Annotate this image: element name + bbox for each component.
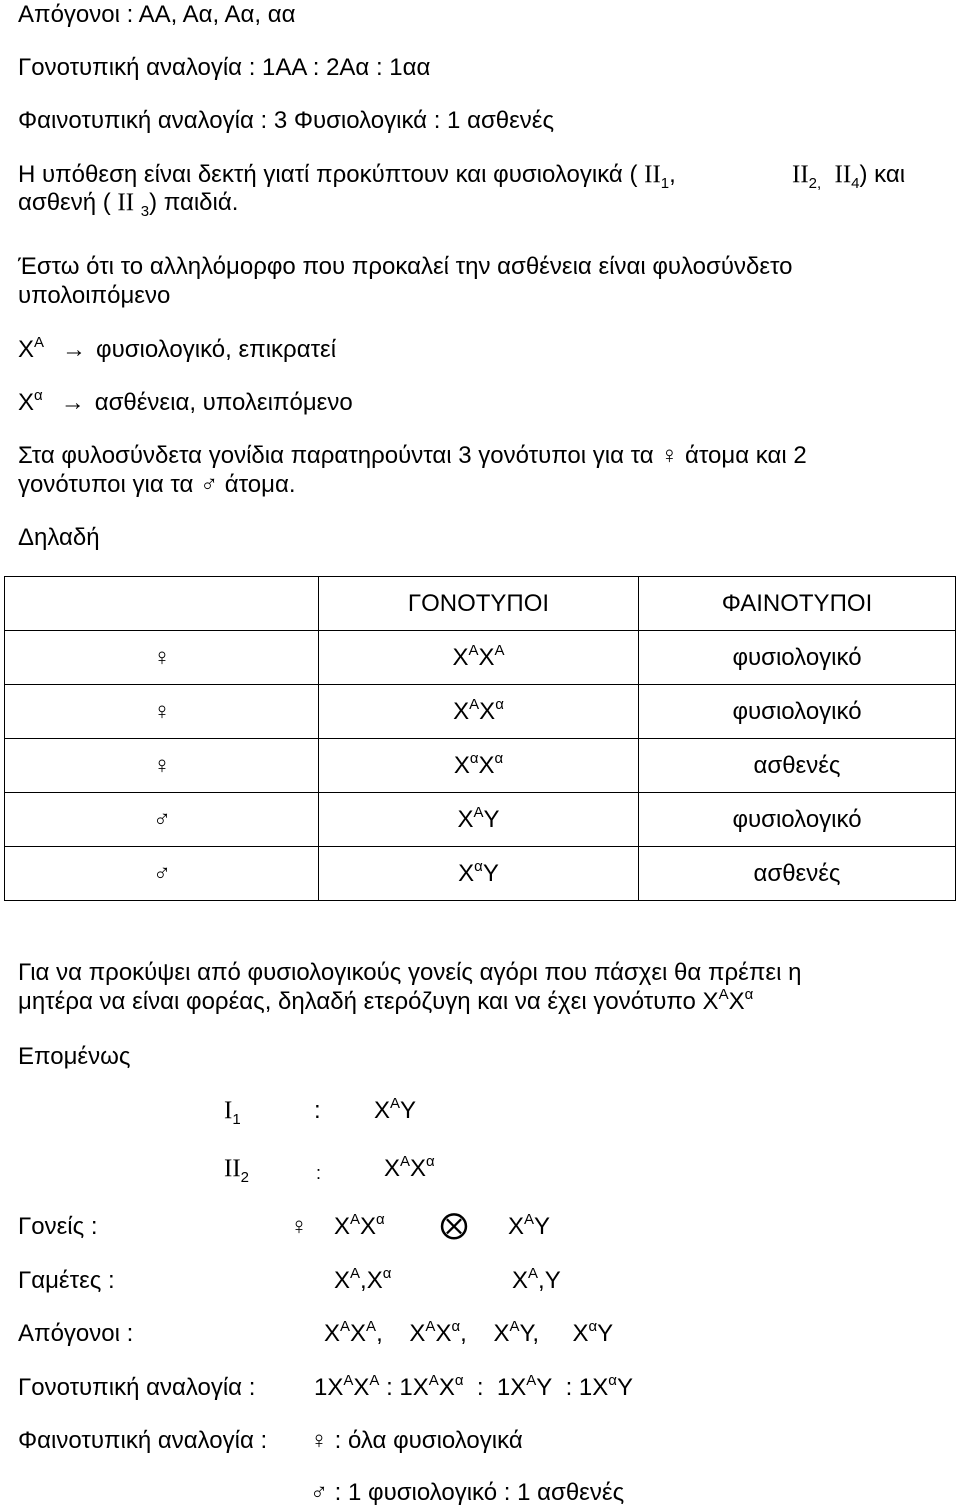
conclusion-line-2: μητέρα να είναι φορέας, δηλαδή ετερόζυγη και να έχει γονότυπο $X^AX^\alpha$ xyxy=(18,986,754,1015)
allele-dominant: $X^A \to \varphi\upsilon\sigma\iota o\lambda o\gamma\iota\kappa ό$, επικρατεί xyxy=(18,334,337,363)
phenotype-cell: φυσιολογικό xyxy=(639,685,956,739)
genotypic-ratio-label-2: Γονοτυπική αναλογία : xyxy=(18,1374,256,1401)
table-row xyxy=(5,847,956,901)
hypothesis-line-right: $II_{2,}$ $II_4$) και xyxy=(792,161,906,192)
table-row xyxy=(5,685,956,739)
genotype-cell: $X^AY$ xyxy=(319,793,639,847)
hypothesis-line-2: ασθενή ( ΙΙ $_3$) παιδιά. xyxy=(18,189,239,220)
genotype-cell: $X^AX^\alpha$ xyxy=(319,685,639,739)
female-symbol: ♀ xyxy=(5,631,319,685)
therefore-label: Επομένως xyxy=(18,1043,131,1070)
assumption-line: Έστω ότι το αλληλόμορφο που προκαλεί την ασθένεια είναι φυλοσύνδετο xyxy=(18,253,793,280)
individual-II2: $II_2$ xyxy=(224,1155,249,1186)
colon-I1: : xyxy=(314,1097,321,1124)
genotype-cell: $X^AX^A$ xyxy=(319,631,639,685)
phenotypic-ratio-1: Φαινοτυπική αναλογία : 3 Φυσιολογικά : 1 ασθενές xyxy=(18,107,555,134)
phenotype-cell: ασθενές xyxy=(639,739,956,793)
genotypic-ratio-1: Γονοτυπική αναλογία : 1ΑΑ : 2Αα : 1αα xyxy=(18,54,431,81)
gametes-male: $X^A,Y$ xyxy=(512,1265,561,1294)
genotype-I1: $X^AY$ xyxy=(374,1095,417,1124)
female-symbol: ♀ xyxy=(290,1213,308,1240)
colon-II2: : xyxy=(316,1163,322,1183)
allele-recessive: $X^\alpha \to \alpha\sigma\theta έ\nu\varepsilon\iota\alpha$, υπολειπόμενο xyxy=(18,387,353,416)
female-symbol: ♀ xyxy=(5,685,319,739)
assumption-line-2: υπολοιπόμενο xyxy=(18,282,171,309)
table-row xyxy=(5,739,956,793)
offspring-line-1: Απόγονοι : ΑΑ, Αα, Αα, αα xyxy=(18,1,296,28)
individual-I1: $I_1$ xyxy=(224,1097,241,1128)
gametes-female: $X^A,X^\alpha$ xyxy=(334,1265,392,1294)
phenotype-cell: φυσιολογικό xyxy=(639,631,956,685)
male-phenotype: ♂ : 1 φυσιολογικό : 1 ασθενές xyxy=(310,1479,625,1506)
genotype-cell: $X^\alpha Y$ xyxy=(319,847,639,901)
table-header-genotypes: ΓΟΝΟΤΥΠΟΙ xyxy=(319,577,639,631)
female-symbol: ♀ xyxy=(5,739,319,793)
sex-linked-line: Στα φυλοσύνδετα γονίδια παρατηρούνται 3 γονότυποι για τα ♀ άτομα και 2 xyxy=(18,442,807,469)
gametes-label: Γαμέτες : xyxy=(18,1267,115,1294)
cross-icon: ⨂ xyxy=(440,1209,468,1240)
table-row xyxy=(5,631,956,685)
hypothesis-line: Η υπόθεση είναι δεκτή γιατί προκύπτουν και φυσιολογικά ( $II_1$, xyxy=(18,161,676,192)
male-symbol: ♂ xyxy=(5,847,319,901)
genotype-cell: $X^\alpha X^\alpha$ xyxy=(319,739,639,793)
offspring-label: Απόγονοι : xyxy=(18,1320,134,1347)
male-symbol: ♂ xyxy=(5,793,319,847)
offspring-list: $X^AX^A$, $X^AX^\alpha$, $X^AY$, $X^\alpha Y$ xyxy=(324,1318,614,1347)
phenotype-cell: φυσιολογικό xyxy=(639,793,956,847)
genotype-table xyxy=(4,576,956,901)
parents-label: Γονείς : xyxy=(18,1213,98,1240)
conclusion-line: Για να προκύψει από φυσιολογικούς γονείς αγόρι που πάσχει θα πρέπει η xyxy=(18,959,802,986)
table-header-empty xyxy=(5,577,319,631)
genotypic-ratio-2: $1X^AX^A$ : $1X^AX^\alpha$ : $1X^AY$ : $1X^\alpha Y$ xyxy=(314,1372,633,1401)
namely-label: Δηλαδή xyxy=(18,524,100,551)
table-row xyxy=(5,793,956,847)
female-phenotype: ♀ : όλα φυσιολογικά xyxy=(310,1427,523,1454)
genotype-II2: $X^AX^\alpha$ xyxy=(384,1153,435,1182)
sex-linked-line-2: γονότυποι για τα ♂ άτομα. xyxy=(18,471,296,498)
phenotypic-ratio-label-2: Φαινοτυπική αναλογία : xyxy=(18,1427,268,1454)
table-header-row xyxy=(5,577,956,631)
table-header-phenotypes: ΦΑΙΝΟΤΥΠΟΙ xyxy=(639,577,956,631)
parent-female-genotype: $X^AX^\alpha$ xyxy=(334,1211,385,1240)
phenotype-cell: ασθενές xyxy=(639,847,956,901)
parent-male-genotype: $X^AY$ xyxy=(508,1211,551,1240)
